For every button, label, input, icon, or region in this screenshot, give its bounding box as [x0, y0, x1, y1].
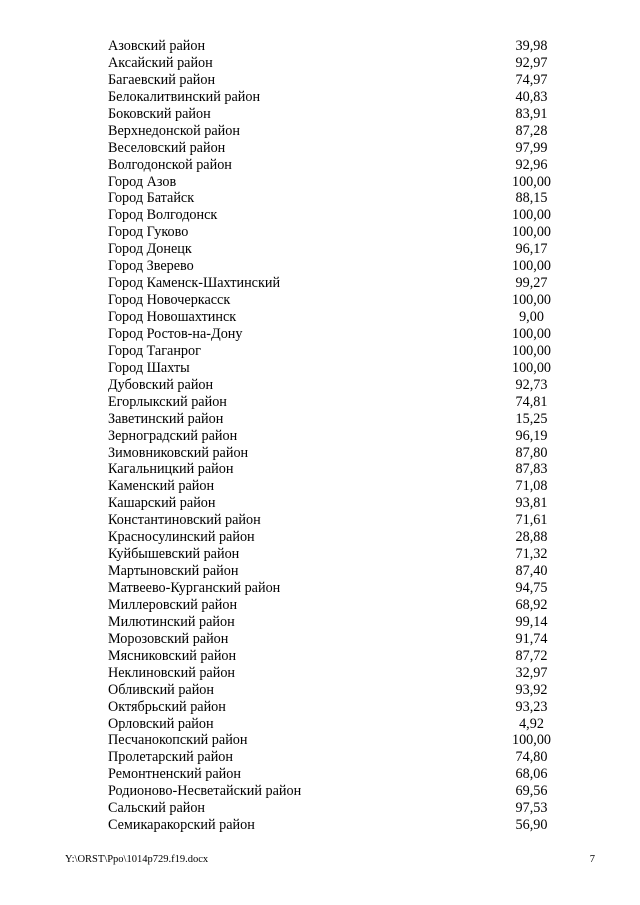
district-name: Пролетарский район	[108, 749, 233, 766]
table-row	[108, 699, 578, 716]
district-name: Город Батайск	[108, 190, 195, 207]
district-value: 32,97	[515, 664, 548, 681]
district-value: 100,00	[511, 732, 551, 749]
table-row	[108, 72, 578, 89]
district-name: Красносулинский район	[108, 529, 255, 546]
district-value: 91,74	[515, 630, 548, 647]
district-name: Кашарский район	[108, 495, 216, 512]
district-value: 99,27	[515, 275, 548, 292]
table-row	[108, 817, 578, 834]
table-row	[108, 546, 578, 563]
district-value: 97,99	[515, 139, 548, 156]
district-value: 74,81	[515, 393, 548, 410]
district-value: 100,00	[511, 258, 551, 275]
district-value: 92,96	[515, 156, 548, 173]
footer-file-path: Y:\ORST\Ppo\1014p729.f19.docx	[65, 854, 209, 865]
table-row	[108, 461, 578, 478]
table-row	[108, 140, 578, 157]
district-name: Семикаракорский район	[108, 817, 255, 834]
district-value: 100,00	[511, 224, 551, 241]
district-name: Родионово-Несветайский район	[108, 783, 302, 800]
district-value: 100,00	[511, 342, 551, 359]
district-value: 93,23	[515, 698, 548, 715]
table-row	[108, 428, 578, 445]
table-row	[108, 241, 578, 258]
table-row	[108, 326, 578, 343]
district-value: 93,81	[515, 495, 548, 512]
district-name: Город Каменск-Шахтинский	[108, 275, 281, 292]
table-row	[108, 800, 578, 817]
district-name: Зимовниковский район	[108, 444, 249, 461]
district-name: Город Азов	[108, 173, 177, 190]
district-name: Дубовский район	[108, 376, 214, 393]
district-value: 99,14	[515, 613, 548, 630]
district-value: 71,08	[515, 478, 548, 495]
district-name: Мясниковский район	[108, 647, 237, 664]
district-name: Веселовский район	[108, 139, 226, 156]
district-name: Октябрьский район	[108, 698, 226, 715]
table-row	[108, 207, 578, 224]
district-value: 9,00	[519, 309, 544, 325]
table-row	[108, 766, 578, 783]
district-value: 69,56	[515, 783, 548, 800]
district-name: Сальский район	[108, 800, 206, 817]
district-name: Егорлыкский район	[108, 393, 227, 410]
district-value: 93,92	[515, 681, 548, 698]
district-name: Каменский район	[108, 478, 215, 495]
district-value: 4,92	[519, 715, 544, 732]
table-row	[108, 478, 578, 495]
district-name: Милютинский район	[108, 613, 235, 630]
district-name: Мартыновский район	[108, 563, 239, 580]
district-value: 15,25	[515, 410, 548, 427]
table-row	[108, 614, 578, 631]
district-name: Орловский район	[108, 715, 214, 732]
district-value: 100,00	[511, 325, 551, 342]
table-row	[108, 275, 578, 292]
district-value: 83,91	[515, 105, 548, 122]
table-row	[108, 716, 578, 733]
table-row	[108, 123, 578, 140]
table-row	[108, 343, 578, 360]
table-row	[108, 665, 578, 682]
district-name: Азовский район	[108, 38, 206, 54]
table-row	[108, 157, 578, 174]
district-name: Неклиновский район	[108, 664, 236, 681]
district-name: Зерноградский район	[108, 427, 238, 444]
district-value: 100,00	[511, 207, 551, 224]
district-table	[108, 38, 578, 834]
district-name: Песчанокопский район	[108, 732, 248, 749]
district-value: 96,17	[515, 241, 548, 258]
district-name: Заветинский район	[108, 410, 224, 427]
district-name: Город Волгодонск	[108, 207, 218, 224]
district-value: 56,90	[515, 817, 548, 834]
district-value: 68,92	[515, 596, 548, 613]
district-name: Матвеево-Курганский район	[108, 580, 281, 596]
table-row	[108, 749, 578, 766]
district-value: 87,80	[515, 444, 548, 461]
district-value: 28,88	[515, 529, 548, 546]
district-value: 87,28	[515, 122, 548, 139]
table-row	[108, 732, 578, 749]
district-value: 39,98	[515, 38, 548, 54]
district-name: Белокалитвинский район	[108, 88, 261, 105]
district-name: Город Новочеркасск	[108, 292, 231, 309]
table-row	[108, 495, 578, 512]
table-row	[108, 106, 578, 123]
district-name: Обливский район	[108, 681, 214, 698]
district-name: Город Шахты	[108, 359, 190, 376]
table-row	[108, 55, 578, 72]
table-row	[108, 563, 578, 580]
district-name: Город Таганрог	[108, 342, 201, 359]
table-row	[108, 174, 578, 191]
district-name: Багаевский район	[108, 71, 216, 88]
table-row	[108, 580, 578, 597]
table-row	[108, 631, 578, 648]
table-row	[108, 89, 578, 106]
district-name: Ремонтненский район	[108, 766, 241, 783]
district-value: 40,83	[515, 88, 548, 105]
table-row	[108, 360, 578, 377]
district-name: Верхнедонской район	[108, 122, 240, 139]
district-name: Аксайский район	[108, 54, 213, 71]
district-name: Город Гуково	[108, 224, 189, 241]
district-value: 71,61	[515, 512, 548, 529]
table-row	[108, 38, 578, 55]
table-row	[108, 258, 578, 275]
table-row	[108, 224, 578, 241]
district-value: 87,83	[515, 461, 548, 478]
footer-page-number: 7	[589, 854, 595, 865]
district-value: 97,53	[515, 800, 548, 817]
district-name: Кагальницкий район	[108, 461, 234, 478]
district-value: 88,15	[515, 190, 548, 207]
district-name: Куйбышевский район	[108, 546, 240, 563]
district-name: Боковский район	[108, 105, 211, 122]
district-value: 100,00	[511, 173, 551, 190]
table-row	[108, 512, 578, 529]
table-row	[108, 597, 578, 614]
table-row	[108, 190, 578, 207]
table-row	[108, 377, 578, 394]
district-value: 100,00	[511, 292, 551, 309]
district-name: Город Зверево	[108, 258, 194, 275]
table-row	[108, 309, 578, 326]
district-name: Константиновский район	[108, 512, 261, 529]
table-row	[108, 682, 578, 699]
district-value: 100,00	[511, 359, 551, 376]
district-name: Город Ростов-на-Дону	[108, 325, 243, 342]
table-row	[108, 648, 578, 665]
table-row	[108, 783, 578, 800]
district-name: Миллеровский район	[108, 596, 238, 613]
district-value: 71,32	[515, 546, 548, 563]
district-value: 92,73	[515, 376, 548, 393]
district-value: 74,97	[515, 71, 548, 88]
district-value: 87,40	[515, 563, 548, 580]
district-name: Город Донецк	[108, 241, 192, 258]
district-value: 92,97	[515, 54, 548, 71]
table-row	[108, 411, 578, 428]
district-value: 74,80	[515, 749, 548, 766]
table-row	[108, 445, 578, 462]
district-value: 94,75	[515, 580, 548, 596]
district-value: 68,06	[515, 766, 548, 783]
district-name: Волгодонской район	[108, 156, 232, 173]
district-value: 87,72	[515, 647, 548, 664]
district-name: Морозовский район	[108, 630, 229, 647]
district-value: 96,19	[515, 427, 548, 444]
table-row	[108, 292, 578, 309]
table-row	[108, 529, 578, 546]
district-name: Город Новошахтинск	[108, 309, 237, 325]
table-row	[108, 394, 578, 411]
